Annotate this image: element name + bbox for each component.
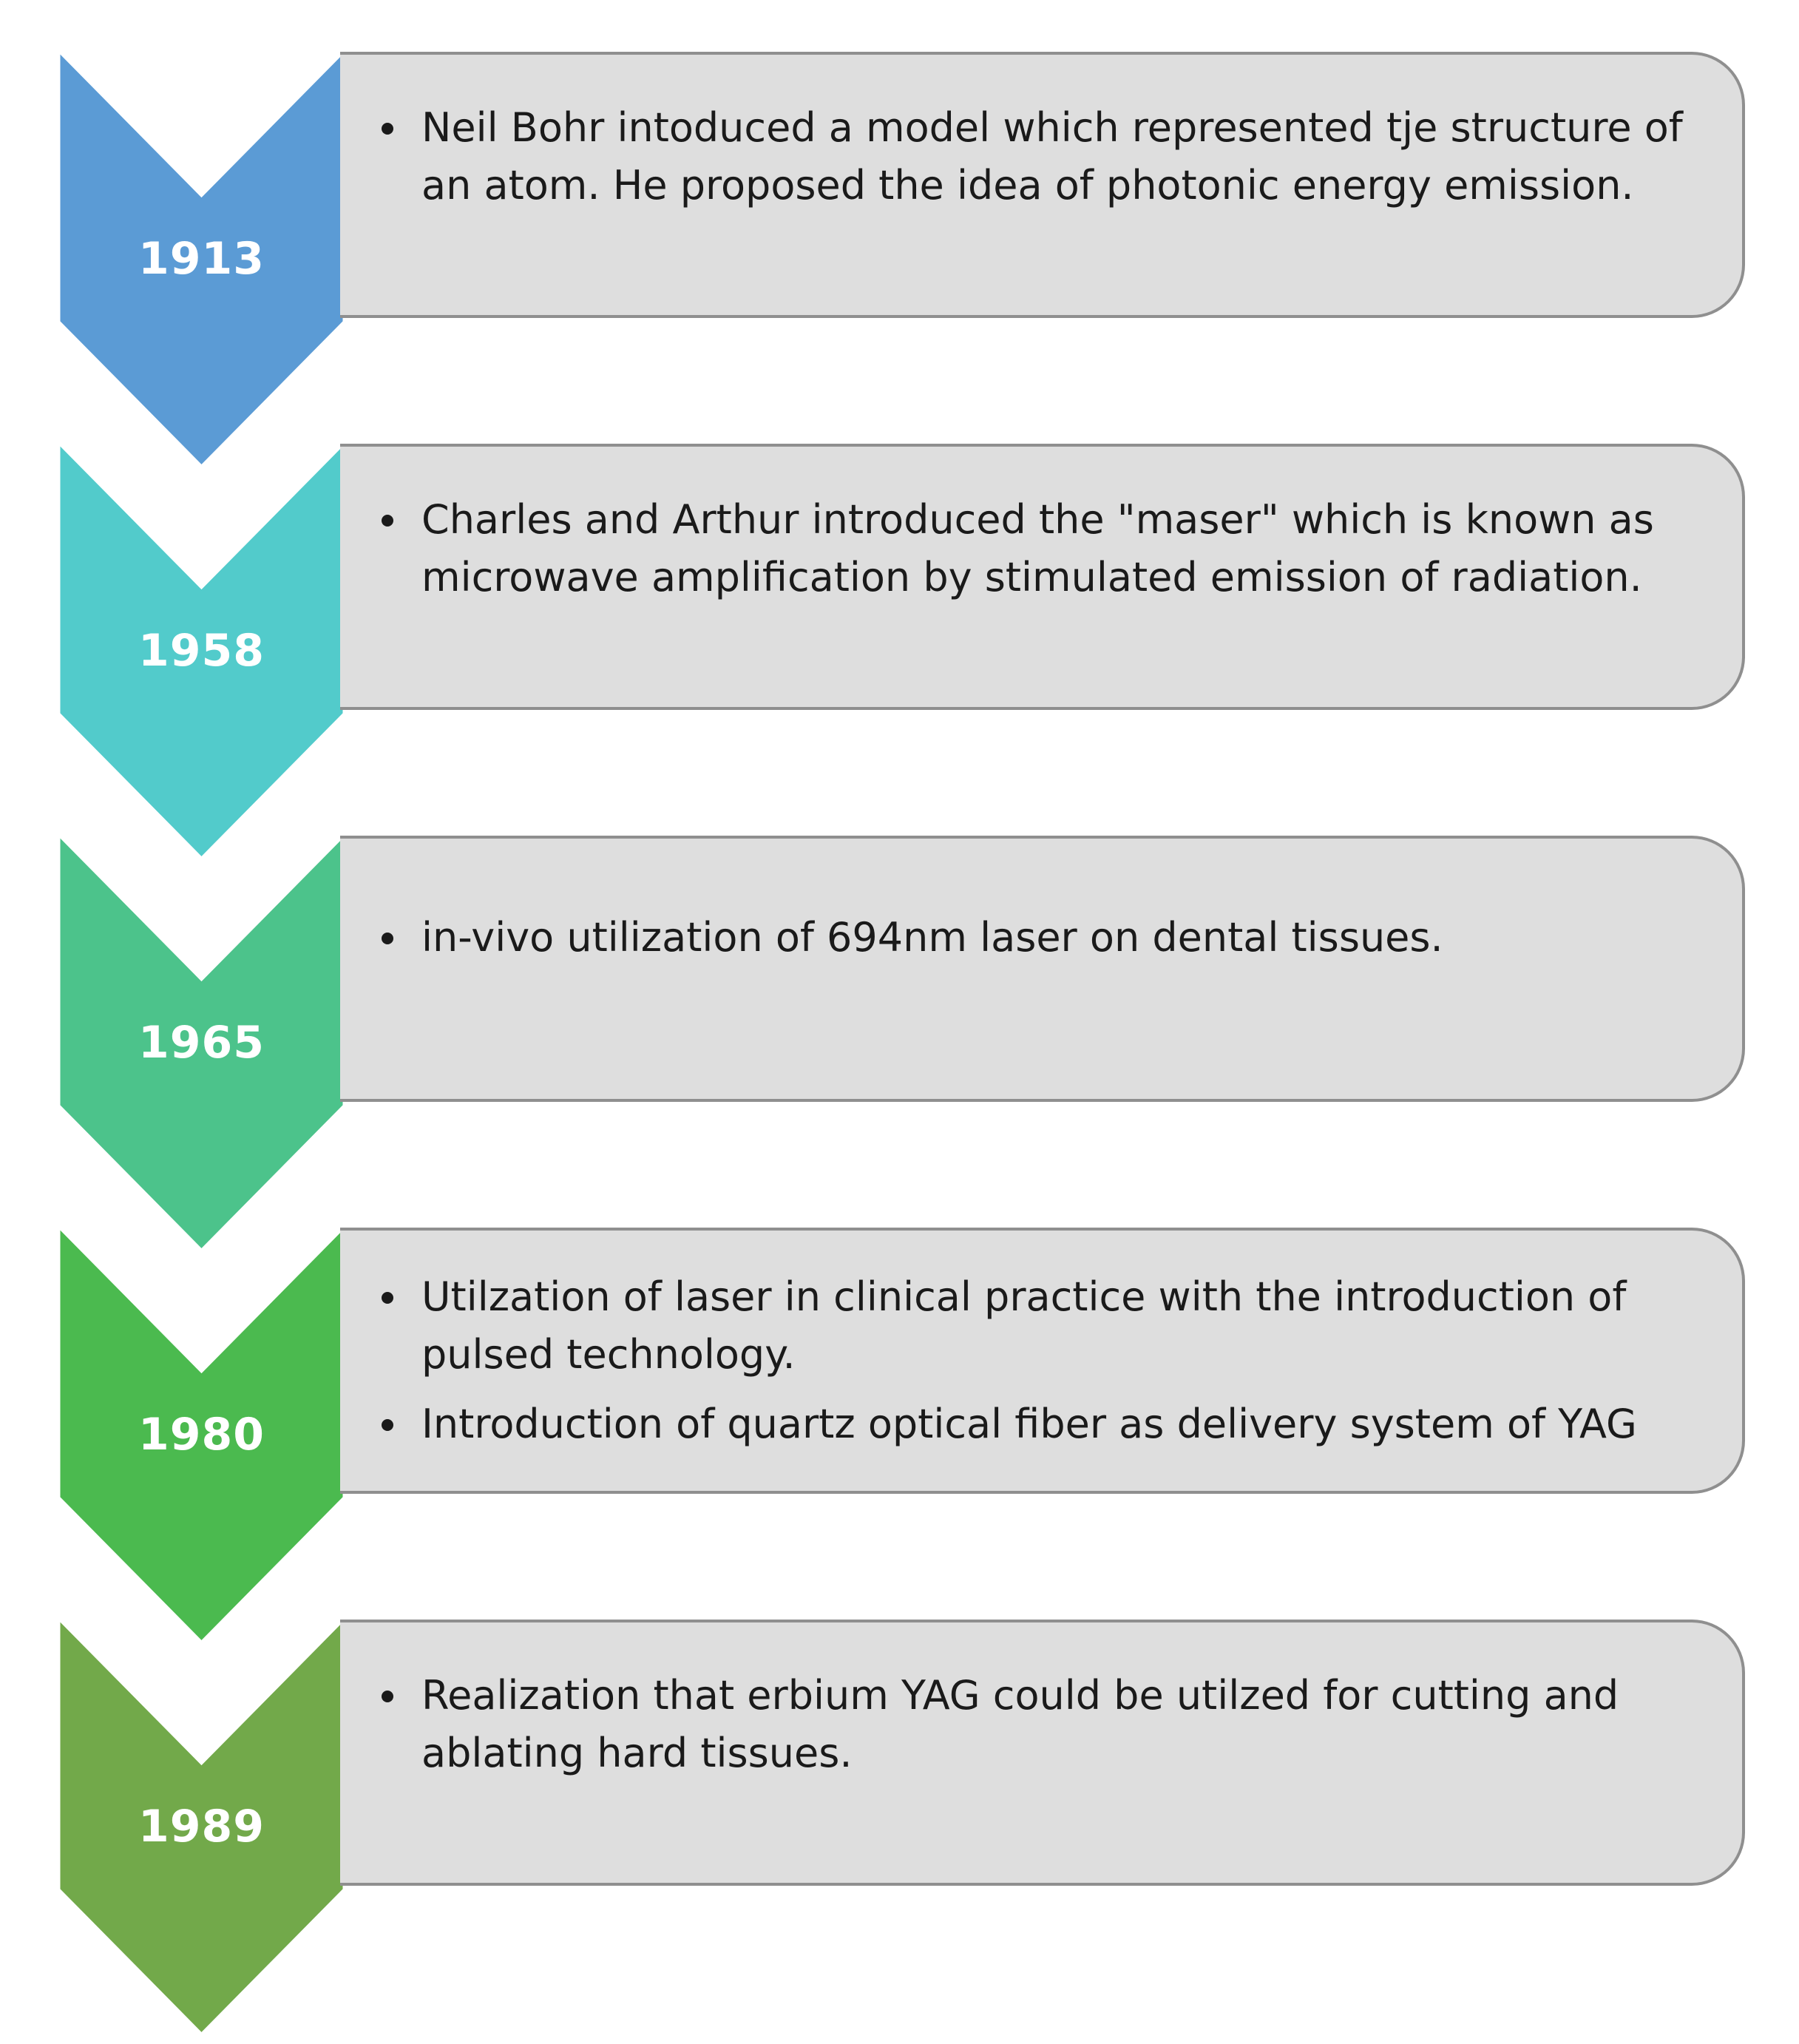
timeline-step-1980 bbox=[0, 1228, 1799, 1642]
event-card bbox=[340, 52, 1745, 318]
event-bullets bbox=[377, 1268, 1720, 1453]
bullet-dot-icon bbox=[382, 515, 393, 527]
event-bullets bbox=[377, 491, 1720, 606]
event-bullet: Neil Bohr intoduced a model which represented tje structure of an atom. He proposed the idea of photonic energy emission. bbox=[377, 99, 1720, 214]
event-bullets bbox=[377, 1667, 1720, 1782]
event-bullet: Utilzation of laser in clinical practice with the introduction of pulsed technology. bbox=[377, 1268, 1720, 1384]
year-label: 1989 bbox=[138, 1801, 265, 1852]
event-bullets bbox=[377, 99, 1720, 214]
event-bullet: Realization that erbium YAG could be utilzed for cutting and ablating hard tissues. bbox=[377, 1667, 1720, 1782]
event-card bbox=[340, 1620, 1745, 1886]
year-label: 1958 bbox=[138, 625, 265, 677]
timeline-step-1989 bbox=[0, 1620, 1799, 2034]
event-bullet: Charles and Arthur introduced the "maser" which is known as microwave amplification by stimulated emission of radiation. bbox=[377, 491, 1720, 606]
timeline-step-1958 bbox=[0, 444, 1799, 858]
timeline-step-1913 bbox=[0, 52, 1799, 466]
bullet-dot-icon bbox=[382, 123, 393, 135]
bullet-dot-icon bbox=[382, 1292, 393, 1304]
year-label: 1965 bbox=[138, 1017, 265, 1069]
timeline-step-1965 bbox=[0, 836, 1799, 1250]
year-label: 1980 bbox=[138, 1409, 265, 1461]
bullet-dot-icon bbox=[382, 1691, 393, 1702]
event-card bbox=[340, 836, 1745, 1102]
event-card bbox=[340, 444, 1745, 710]
event-bullet: Introduction of quartz optical fiber as delivery system of YAG bbox=[377, 1395, 1720, 1453]
event-card bbox=[340, 1228, 1745, 1494]
year-label: 1913 bbox=[138, 233, 265, 285]
bullet-dot-icon bbox=[382, 933, 393, 944]
event-bullet: in-vivo utilization of 694nm laser on dental tissues. bbox=[377, 909, 1720, 967]
bullet-dot-icon bbox=[382, 1419, 393, 1431]
event-bullets bbox=[377, 909, 1720, 967]
